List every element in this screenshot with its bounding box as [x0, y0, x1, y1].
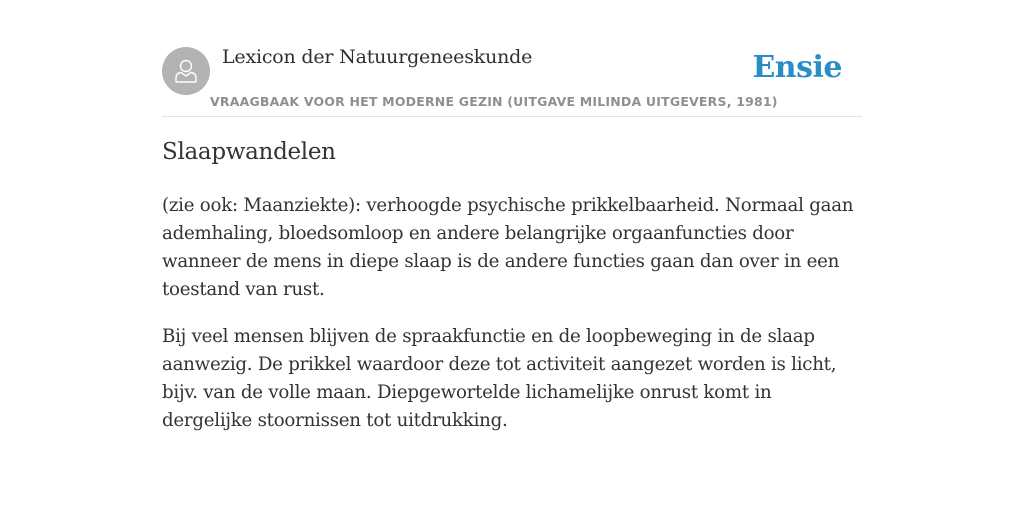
source-header	[162, 40, 862, 117]
source-title[interactable]: Lexicon der Natuurgeneeskunde	[222, 46, 533, 68]
entry-title: Slaapwandelen	[162, 139, 336, 165]
source-subtitle: VRAAGBAAK VOOR HET MODERNE GEZIN (UITGAVE MILINDA UITGEVERS, 1981)	[210, 94, 778, 109]
brand-logo[interactable]: Ensie	[752, 50, 842, 85]
user-icon	[171, 56, 201, 86]
entry-paragraph: Bij veel mensen blijven de spraakfunctie en de loopbeweging in de slaap aanwezig. De prikkel waardoor deze tot activiteit aangezet worden is licht, bijv. van de volle maan. Diepgewortelde lichamelijke onrust komt in dergelijke stoornissen tot uitdrukking.	[162, 326, 837, 431]
entry-body	[162, 192, 862, 454]
entry-paragraph: (zie ook: Maanziekte): verhoogde psychische prikkelbaarheid. Normaal gaan ademhaling, bloedsomloop en andere belangrijke orgaanfuncties door wanneer de mens in diepe slaap is de andere functies gaan dan over in een toestand van rust.	[162, 195, 854, 300]
avatar[interactable]	[162, 47, 210, 95]
